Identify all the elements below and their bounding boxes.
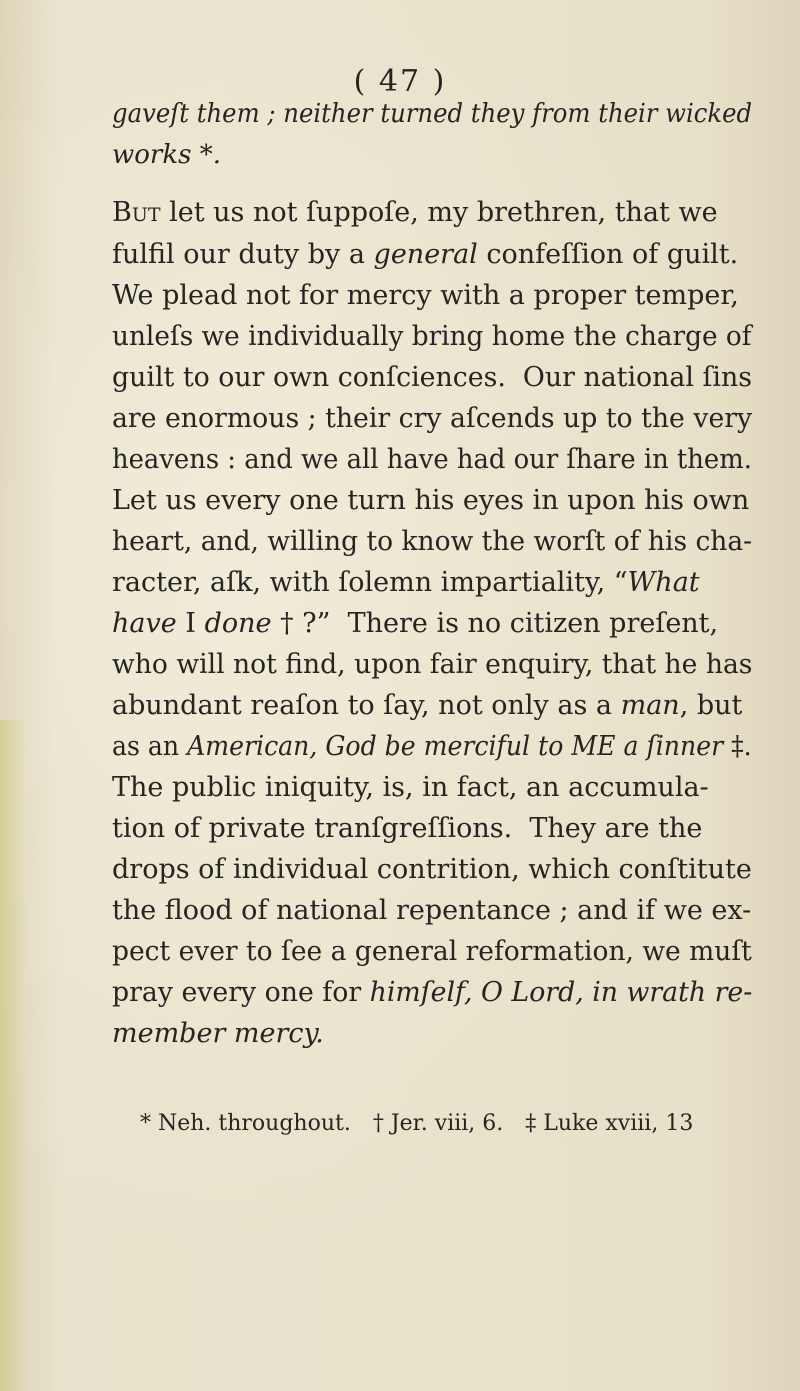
text-line — [112, 938, 752, 965]
text-segment: have — [112, 608, 177, 639]
footnotes — [112, 1091, 715, 1157]
text-segment: I — [176, 608, 205, 639]
text-line — [112, 528, 752, 555]
text-segment: guilt to our own conſciences. Our national ſins — [112, 362, 752, 393]
text-segment: unleſs we individually bring home the charge of — [112, 321, 752, 352]
text-segment: let us not ſuppoſe, my brethren, that we — [160, 197, 718, 228]
text-line — [112, 897, 751, 924]
footnote: † Jer. viii, 6. — [372, 1111, 504, 1136]
text-line — [112, 446, 752, 473]
text-segment: abundant reaſon to ſay, not only as a — [112, 690, 621, 721]
text-segment: pect ever to ſee a general reformation, we muſt — [112, 936, 752, 967]
text-line — [112, 733, 752, 760]
text-segment: fulfil our duty by a — [112, 239, 374, 270]
text-line — [112, 364, 752, 391]
text-line — [112, 405, 752, 432]
text-segment: What — [627, 567, 700, 598]
text-segment: confeſſion of guilt. — [477, 239, 739, 270]
text-segment: , but — [679, 690, 743, 721]
footnote: ‡ Luke xviii, 13 — [525, 1111, 694, 1136]
text-line — [112, 569, 700, 596]
page-number: ( 47 ) — [353, 64, 447, 99]
text-line — [112, 199, 718, 226]
text-segment: heart, and, willing to know the worſt of his cha- — [112, 526, 753, 557]
text-segment: drops of individual contrition, which conſtitute — [112, 854, 752, 885]
text-segment: American, God be merciful to ME a ſinner — [187, 731, 724, 762]
text-segment: Let us every one turn his eyes in upon his own — [112, 485, 750, 516]
text-segment: works *. — [112, 140, 221, 170]
text-line — [112, 774, 709, 801]
text-line — [112, 487, 749, 514]
text-segment: member mercy. — [112, 1018, 324, 1049]
text-segment: who will not find, upon fair enquiry, that he has — [112, 649, 753, 680]
text-line — [112, 282, 739, 309]
text-segment: done — [204, 608, 272, 639]
text-segment: The public iniquity, is, in fact, an accumula- — [112, 772, 709, 803]
text-segment: the flood of national repentance ; and if we ex- — [112, 895, 752, 926]
text-segment: as an — [112, 731, 188, 762]
text-segment: † ?” There is no citizen preſent, — [271, 608, 719, 639]
text-segment: pray every one for — [112, 977, 370, 1008]
text-line — [112, 142, 221, 168]
text-line — [112, 815, 702, 842]
text-segment: tion of private tranſgreſſions. They are the — [112, 813, 703, 844]
text-line — [112, 610, 718, 637]
text-line — [112, 323, 752, 350]
text-line — [112, 651, 752, 678]
text-line — [112, 856, 752, 883]
text-segment: We plead not for mercy with a proper temper, — [112, 280, 739, 311]
text-segment: gaveſt them ; neither turned they from their wicked — [112, 99, 753, 129]
text-segment: ‡. — [723, 731, 752, 762]
text-line — [112, 241, 738, 268]
text-segment: general — [373, 239, 478, 270]
text-segment: But — [112, 197, 161, 228]
text-line — [112, 979, 752, 1006]
text-segment: are enormous ; their cry aſcends up to the very — [112, 403, 753, 434]
text-segment: racter, aſk, with ſolemn impartiality, “ — [112, 567, 628, 598]
page-edge-stain — [0, 720, 26, 1391]
footnote: * Neh. throughout. — [139, 1111, 351, 1136]
text-segment: man — [620, 690, 680, 721]
text-line — [112, 1020, 324, 1047]
text-segment: himſelf, O Lord, in wrath re- — [369, 977, 753, 1008]
text-segment: heavens : and we all have had our ſhare in them. — [112, 444, 752, 475]
text-line — [112, 692, 742, 719]
text-line — [112, 101, 752, 127]
